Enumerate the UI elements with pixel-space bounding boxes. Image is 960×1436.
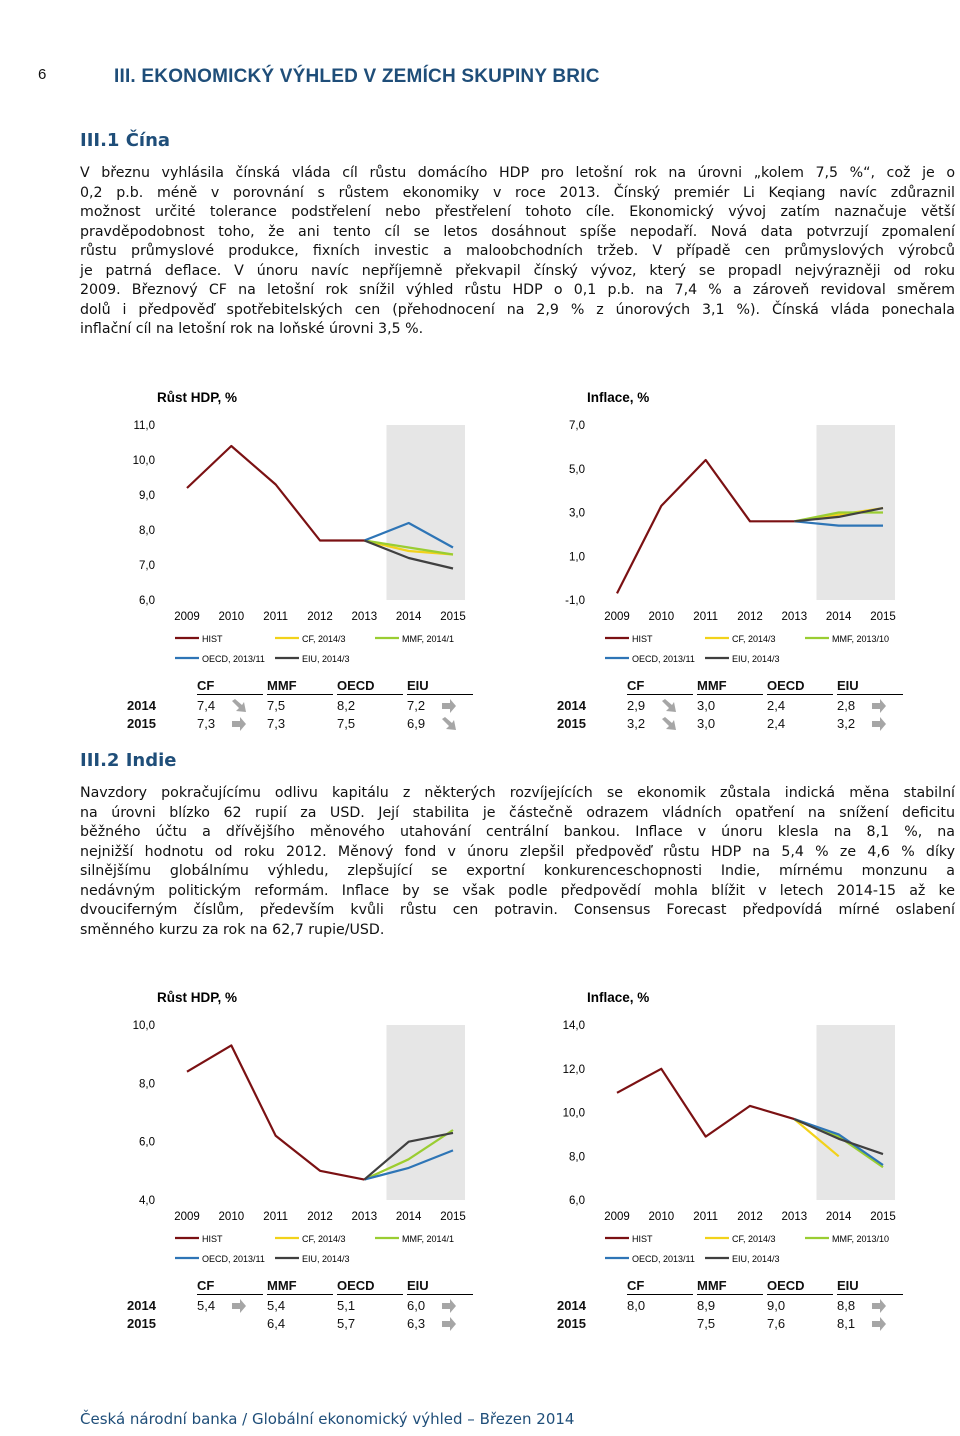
china-inflation-chart [545,380,915,670]
table-row-label: 2015 [127,716,156,731]
chart-title: Růst HDP, % [157,990,238,1005]
x-tick-label: 2009 [604,1211,630,1223]
table-row-label: 2014 [557,1298,586,1313]
x-tick-label: 2011 [263,1211,289,1223]
series-line-hist [187,446,364,541]
forecast-shading [387,1025,466,1200]
legend-label-hist: HIST [632,1234,653,1244]
arrow-right-icon [441,699,457,713]
text-line: 0,2 p.b. méně v porovnání s růstem ekonomiky v roce 2013. Čínský premiér Li Keqiang navíc zdůraznil [80,184,955,201]
series-line-hist [187,1045,364,1179]
x-tick-label: 2014 [825,1211,852,1223]
legend-label-hist: HIST [202,634,223,644]
chart-title: Růst HDP, % [157,390,238,405]
legend-label-oecd: OECD, 2013/11 [632,1254,695,1264]
table-row-label: 2015 [557,716,586,731]
table-cell: 6,0 [407,1298,426,1313]
text-line: růstu průmyslové produkce, fixních investic a maloobchodních tržeb. V případě cen průmyslových výrobců [80,243,955,259]
y-tick-label: 8,0 [139,1078,155,1091]
legend-label-oecd: OECD, 2013/11 [202,1254,265,1264]
table-cell: 2,4 [767,716,786,731]
x-tick-label: 2014 [825,611,852,623]
table-header: EIU [407,678,473,695]
table-cell: 3,2 [837,716,856,731]
table-header: OECD [767,1278,833,1295]
table-cell: 7,5 [267,698,286,713]
text-line: na úrovni blízko 62 rupií za USD. Její stabilita je částečně odrazem vládních opatření na snížení deficitu [80,804,955,821]
arrow-right-icon [231,1299,247,1313]
legend-label-hist: HIST [202,1234,223,1244]
table-cell: 8,0 [627,1298,646,1313]
arrow-down-right-icon [231,699,247,713]
x-tick-label: 2011 [693,1211,719,1223]
y-tick-label: 10,0 [562,1107,585,1120]
text-line: inflační cíl na letošní rok na loňské úrovni 3,5 %. [80,321,424,337]
arrow-down-right-icon [661,699,677,713]
text-line: 2009. Březnový CF na letošní rok snížil výhled růstu HDP o 0,1 p.b. na 7,4 % a zároveň revidoval směrem [80,282,955,298]
legend-label-cf: CF, 2014/3 [732,1234,776,1244]
table-cell: 5,1 [337,1298,356,1313]
x-tick-label: 2013 [781,1211,808,1223]
table-header: CF [197,678,263,695]
chapter-title: III. EKONOMICKÝ VÝHLED V ZEMÍCH SKUPINY BRIC [114,66,600,87]
table-row-label: 2015 [557,1316,586,1331]
legend-label-oecd: OECD, 2013/11 [202,654,265,664]
table-cell: 8,1 [837,1316,856,1331]
x-tick-label: 2009 [604,611,630,623]
legend-label-hist: HIST [632,634,653,644]
table-header: CF [197,1278,263,1295]
y-tick-label: 8,0 [569,1151,585,1164]
chart-legend [175,634,454,664]
table-row-label: 2014 [127,698,156,713]
chart-title: Inflace, % [587,390,650,405]
y-tick-label: 7,0 [569,420,585,432]
text-line: V březnu vyhlásila čínská vláda cíl růstu domácího HDP pro letošní rok na úrovni „kolem 7,5 %“, což je o [80,165,955,181]
x-tick-label: 2012 [307,611,333,623]
x-tick-label: 2009 [174,1211,200,1223]
table-cell: 2,9 [627,698,646,713]
table-cell: 8,2 [337,698,356,713]
chart-legend [605,1234,889,1264]
table-cell: 5,4 [197,1298,216,1313]
arrow-right-icon [441,1299,457,1313]
china-gdp-chart [115,380,485,670]
text-line: Navzdory pokračujícímu odlivu kapitálu z některých rozvíjejících se ekonomik zůstala indická měna stabilní [80,785,955,801]
text-line: nedávným politickým reformám. Inflace by se však podle předpovědí mohla blížit v letech 2014-15 až ke [80,882,955,899]
x-tick-label: 2013 [351,1211,378,1223]
table-cell: 5,4 [267,1298,286,1313]
table-cell: 3,0 [697,698,716,713]
y-tick-label: 6,0 [139,1136,155,1149]
table-cell: 8,8 [837,1298,856,1313]
arrow-right-icon [871,699,887,713]
legend-label-mmf: MMF, 2013/10 [832,1234,890,1244]
text-line: nejnižší hodnotu od roku 2012. Měnový fond v únoru zlepšil předpověď růstu HDP na 5,4 % ze 4,6 % díky [80,843,955,860]
text-line: pravděpodobnost toho, že ani tento cíl se letos dosáhnout spíše nepodaří. Nová data potvrzují zpomalení [80,223,955,240]
china-paragraph [80,164,955,340]
y-tick-label: 6,0 [139,595,155,607]
chart-legend [605,634,889,664]
india-paragraph [80,784,955,940]
table-row-label: 2014 [127,1298,156,1313]
table-header: MMF [697,1278,763,1295]
series-line-hist [617,1069,794,1137]
y-tick-label: 6,0 [569,1195,585,1207]
table-header: CF [627,1278,693,1295]
table-cell: 7,5 [697,1316,716,1331]
legend-label-mmf: MMF, 2014/1 [402,1234,455,1244]
table-header: EIU [837,678,903,695]
text-line: běžného účtu a dřívějšího měnového utahování centrální bankou. Inflace v únoru klesla na 8,1 %, na [80,824,955,840]
table-header: OECD [337,678,403,695]
chart-legend [175,1234,454,1264]
legend-label-mmf: MMF, 2013/10 [832,634,890,644]
table-header: MMF [267,1278,333,1295]
x-tick-label: 2015 [870,611,896,623]
arrow-right-icon [871,717,887,731]
y-tick-label: 10,0 [132,455,155,467]
chart-title: Inflace, % [587,990,650,1005]
legend-label-cf: CF, 2014/3 [302,634,346,644]
legend-label-cf: CF, 2014/3 [302,1234,346,1244]
y-tick-label: 7,0 [139,560,155,572]
x-tick-label: 2011 [693,611,719,623]
y-tick-label: 1,0 [569,551,585,564]
arrow-down-right-icon [661,717,677,731]
y-tick-label: 4,0 [139,1195,155,1207]
x-tick-label: 2010 [218,611,245,623]
text-line: dvouciferným číslům, především kvůli růstu cen potravin. Consensus Forecast předpovídá mírné oslabení [80,902,955,918]
legend-label-cf: CF, 2014/3 [732,634,776,644]
arrow-right-icon [871,1317,887,1331]
text-line: dolů i předpověď spotřebitelských cen (přehodnocení na 2,9 % z únorových 3,1 %). Čínská vláda ponechala [80,301,955,318]
table-cell: 6,9 [407,716,426,731]
table-header: EIU [407,1278,473,1295]
arrow-down-right-icon [441,717,457,731]
x-tick-label: 2013 [781,611,808,623]
legend-label-eiu: EIU, 2014/3 [732,1254,780,1264]
table-row-label: 2015 [127,1316,156,1331]
table-header: OECD [337,1278,403,1295]
table-cell: 3,0 [697,716,716,731]
x-tick-label: 2010 [218,1211,245,1223]
text-line: je patrná deflace. V únoru navíc nepříjemně překvapil čínský vývoz, který se propadl nejvýrazněji od roku [80,262,955,279]
footer: Česká národní banka / Globální ekonomický výhled – Březen 2014 [80,1410,575,1428]
table-cell: 8,9 [697,1298,716,1313]
arrow-right-icon [871,1299,887,1313]
legend-label-eiu: EIU, 2014/3 [732,654,780,664]
x-tick-label: 2012 [737,611,763,623]
table-cell: 5,7 [337,1316,356,1331]
forecast-shading [817,1025,896,1200]
text-line: směnného kurzu za rok na 62,7 rupie/USD. [80,921,385,938]
x-tick-label: 2012 [737,1211,763,1223]
table-cell: 7,6 [767,1316,786,1331]
x-tick-label: 2009 [174,611,200,623]
table-cell: 2,4 [767,698,786,713]
y-tick-label: 5,0 [569,463,585,476]
table-cell: 2,8 [837,698,856,713]
table-cell: 7,5 [337,716,356,731]
table-cell: 7,4 [197,698,216,713]
y-tick-label: 10,0 [132,1020,155,1032]
table-header: MMF [267,678,333,695]
table-header: OECD [767,678,833,695]
page-number: 6 [38,66,47,83]
x-tick-label: 2012 [307,1211,333,1223]
legend-label-oecd: OECD, 2013/11 [632,654,695,664]
table-header: CF [627,678,693,695]
x-tick-label: 2011 [263,611,289,623]
table-cell: 6,3 [407,1316,426,1331]
legend-label-eiu: EIU, 2014/3 [302,654,350,664]
table-cell: 3,2 [627,716,646,731]
x-tick-label: 2010 [648,1211,675,1223]
table-header: EIU [837,1278,903,1295]
y-tick-label: 14,0 [562,1020,585,1032]
y-tick-label: -1,0 [565,595,585,607]
section-title-india: III.2 Indie [80,750,177,771]
y-tick-label: 3,0 [569,507,585,520]
legend-label-mmf: MMF, 2014/1 [402,634,455,644]
india-inflation-chart [545,980,915,1270]
y-tick-label: 9,0 [139,490,155,502]
section-title-china: III.1 Čína [80,130,171,151]
forecast-shading [387,425,466,600]
x-tick-label: 2014 [395,1211,422,1223]
y-tick-label: 8,0 [139,525,155,537]
x-tick-label: 2010 [648,611,675,623]
text-line: možnost určité tolerance podstřelení nebo přestřelení tohoto cíle. Ekonomický vývoj zatím naznačuje větší [80,204,955,220]
legend-label-eiu: EIU, 2014/3 [302,1254,350,1264]
table-row-label: 2014 [557,698,586,713]
table-cell: 7,2 [407,698,426,713]
table-cell: 9,0 [767,1298,786,1313]
text-line: silnějšímu globálnímu výhledu, zlepšující se exportní konkurenceschopnosti Indie, mírnému monzunu a [80,863,955,879]
y-tick-label: 12,0 [562,1063,585,1076]
x-tick-label: 2015 [870,1211,896,1223]
india-gdp-chart [115,980,485,1270]
series-line-hist [617,460,794,593]
table-cell: 7,3 [197,716,216,731]
x-tick-label: 2013 [351,611,378,623]
x-tick-label: 2015 [440,611,466,623]
arrow-right-icon [441,1317,457,1331]
y-tick-label: 11,0 [133,420,155,432]
table-header: MMF [697,678,763,695]
table-cell: 6,4 [267,1316,286,1331]
x-tick-label: 2014 [395,611,422,623]
table-cell: 7,3 [267,716,286,731]
x-tick-label: 2015 [440,1211,466,1223]
arrow-right-icon [231,717,247,731]
